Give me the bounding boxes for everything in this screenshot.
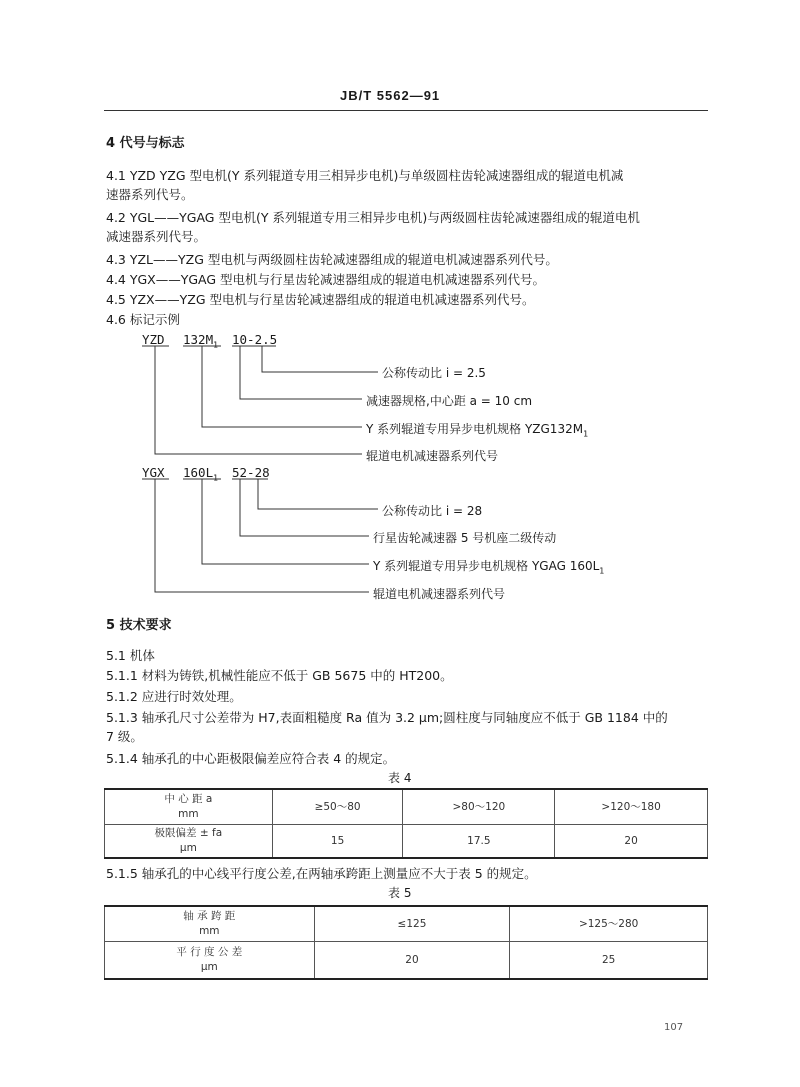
para-4-2-line2: 减速器系列代号。	[106, 229, 207, 244]
ex1-code-reducer: 10-2.5	[232, 332, 278, 347]
ex1-label-size: 减速器规格,中心距 a = 10 cm	[366, 394, 533, 408]
ex1-leader-ratio	[262, 346, 378, 372]
ex2-leader-motor	[202, 479, 369, 564]
para-4-1-line2: 速器系列代号。	[106, 187, 194, 202]
table-5-caption: 表 5	[388, 886, 412, 900]
ex2-leader-reducer	[240, 479, 369, 536]
ex1-code-series: YZD	[142, 332, 165, 347]
para-5-1-3-line2: 7 级。	[106, 729, 143, 744]
table-cell: >80～120	[403, 789, 555, 824]
para-4-6: 4.6 标记示例	[106, 312, 180, 327]
table-4-caption: 表 4	[388, 771, 412, 785]
para-4-2-line1: 4.2 YGL——YGAG 型电机(Y 系列辊道专用三相异步电机)与两级圆柱齿轮减速器组成的辊道电机	[106, 210, 640, 225]
ex2-label-series: 辊道电机减速器系列代号	[373, 587, 506, 601]
table-cell: 17.5	[403, 824, 555, 858]
para-5-1-4: 5.1.4 轴承孔的中心距极限偏差应符合表 4 的规定。	[106, 751, 396, 766]
table-4-header-distance: 中 心 距 a mm	[105, 789, 273, 824]
table-4-header-deviation: 极限偏差 ± fa μm	[105, 824, 273, 858]
table-row	[105, 906, 708, 941]
ex1-leader-series	[155, 346, 362, 454]
ex2-label-motor: Y 系列辊道专用异步电机规格 YGAG $160L_1$	[373, 559, 605, 576]
para-4-3: 4.3 YZL——YZG 型电机与两级圆柱齿轮减速器组成的辊道电机减速器系列代号。	[106, 252, 558, 267]
para-4-4: 4.4 YGX——YGAG 型电机与行星齿轮减速器组成的辊道电机减速器系列代号。	[106, 272, 546, 287]
table-5-header-span: 轴 承 跨 距 mm	[105, 906, 315, 941]
page-number: 107	[664, 1022, 684, 1033]
standard-number: JB/T 5562—91	[340, 88, 441, 103]
para-5-1-3-line1: 5.1.3 轴承孔尺寸公差带为 H7,表面粗糙度 Ra 值为 3.2 μm;圆柱度与同轴度应不低于 GB 1184 中的	[106, 710, 668, 725]
table-row	[105, 789, 708, 824]
ex1-code-motor: $132M_1$	[183, 332, 218, 350]
ex1-label-series: 辊道电机减速器系列代号	[366, 449, 499, 463]
para-5-1: 5.1 机体	[106, 648, 155, 663]
para-5-1-1: 5.1.1 材料为铸铁,机械性能应不低于 GB 5675 中的 HT200。	[106, 668, 453, 683]
ex2-leader-ratio	[258, 479, 378, 509]
para-5-1-5: 5.1.5 轴承孔的中心线平行度公差,在两轴承跨距上测量应不大于表 5 的规定。	[106, 866, 537, 881]
section-5-title: 5 技术要求	[106, 618, 172, 633]
table-cell: >120～180	[555, 789, 708, 824]
ex1-label-motor: Y 系列辊道专用异步电机规格 $YZG132M_1$	[366, 422, 589, 439]
table-row	[105, 941, 708, 979]
ex1-leader-motor	[202, 346, 362, 427]
ex2-label-reducer: 行星齿轮减速器 5 号机座二级传动	[373, 531, 557, 545]
section-4-title: 4 代号与标志	[106, 136, 185, 151]
ex2-code-reducer: 52-28	[232, 465, 270, 480]
table-row	[105, 824, 708, 858]
table-cell: 20	[314, 941, 510, 979]
table-cell: ≤125	[314, 906, 510, 941]
para-5-1-2: 5.1.2 应进行时效处理。	[106, 689, 242, 704]
table-5-header-tolerance: 平 行 度 公 差 μm	[105, 941, 315, 979]
ex2-code-motor: $160L_1$	[183, 465, 218, 483]
table-4	[104, 788, 708, 859]
ex1-label-ratio: 公称传动比 i = 2.5	[382, 366, 486, 380]
table-cell: >125～280	[510, 906, 708, 941]
para-4-1-line1: 4.1 YZD YZG 型电机(Y 系列辊道专用三相异步电机)与单级圆柱齿轮减速器组成的辊道电机减	[106, 168, 624, 183]
table-cell: 20	[555, 824, 708, 858]
table-cell: ≥50～80	[272, 789, 403, 824]
table-cell: 25	[510, 941, 708, 979]
para-4-5: 4.5 YZX——YZG 型电机与行星齿轮减速器组成的辊道电机减速器系列代号。	[106, 292, 535, 307]
ex2-label-ratio: 公称传动比 i = 28	[382, 504, 483, 518]
ex2-code-series: YGX	[142, 465, 165, 480]
table-5	[104, 905, 708, 980]
table-cell: 15	[272, 824, 403, 858]
